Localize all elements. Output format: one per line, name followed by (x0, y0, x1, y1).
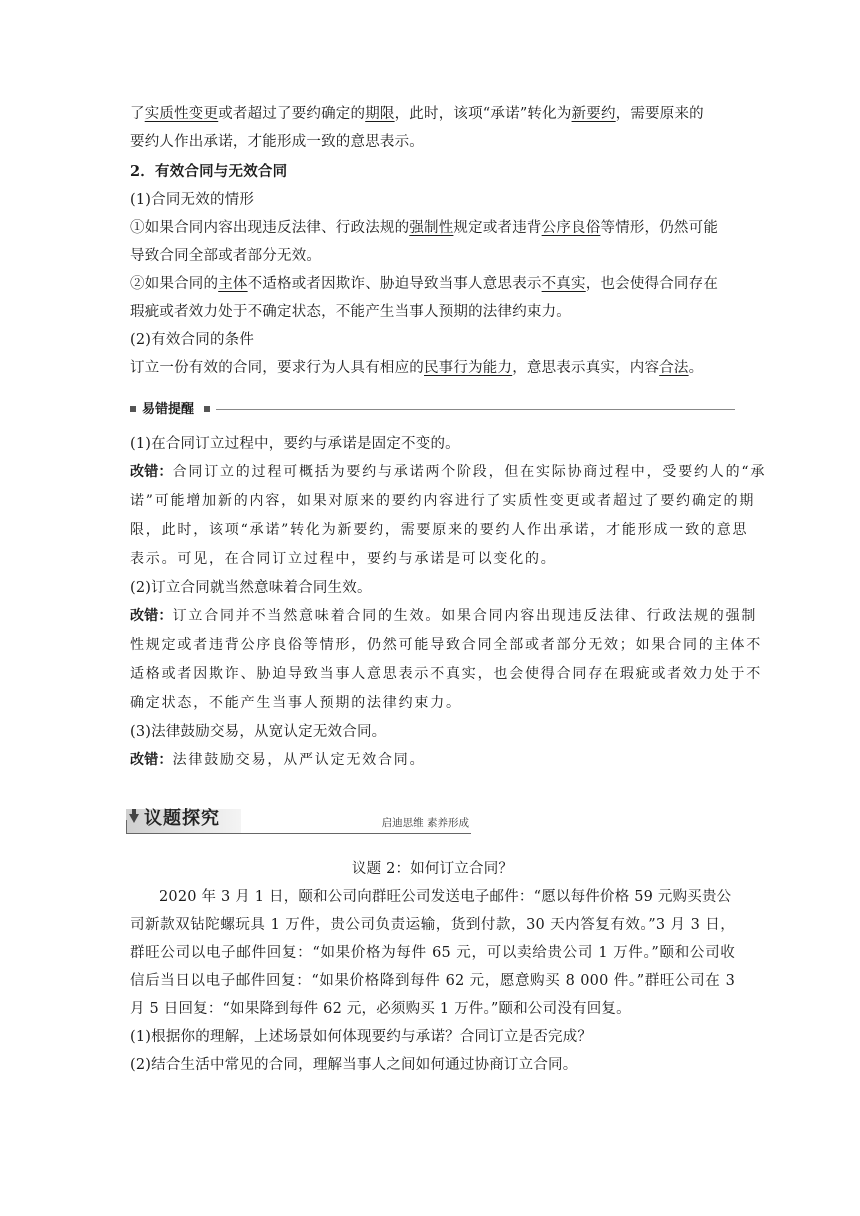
correction-line (130, 746, 735, 775)
text-line: 导致合同全部或者部分无效。 (130, 248, 322, 264)
text-run: 规定或者违背 (453, 220, 542, 236)
topic-section (130, 855, 735, 1079)
text-line: 要约人作出承诺，才能形成一致的意思表示。 (130, 134, 424, 150)
divider (216, 409, 735, 410)
text-line: 信后当日以电子邮件回复：“如果价格降到每件 62 元，愿意购买 8 000 件。”群旺公司在 3 (130, 973, 735, 989)
blank-answer: 实质性变更 (144, 106, 219, 122)
blank-answer: 不真实 (541, 276, 586, 292)
blank-answer: 主体 (218, 276, 248, 292)
text-line (130, 100, 735, 128)
blank-answer: 公序良俗 (541, 220, 601, 236)
text-line: 瑕疵或者效力处于不确定状态，不能产生当事人预期的法律约束力。 (130, 304, 571, 320)
correction-line (130, 602, 758, 631)
banner-subtitle: 启迪思维 素养形成 (381, 817, 469, 829)
intro-paragraph (130, 100, 735, 156)
text-run: ，需要原来的 (615, 106, 704, 122)
divider (126, 833, 471, 834)
topic-title: 议题 2：如何订立合同？ (351, 861, 514, 877)
section-banner (126, 806, 471, 834)
correction-line: 确定状态，不能产生当事人预期的法律约束力。 (130, 695, 462, 711)
misconception-statement: (2)订立合同就当然意味着合同生效。 (130, 580, 372, 596)
text-run: 或者超过了要约确定的 (218, 106, 366, 122)
misconception-statement: (3)法律鼓励交易，从宽认定无效合同。 (130, 724, 387, 740)
correction-line (130, 458, 767, 487)
error-tip-content (130, 430, 767, 775)
text-run: ，也会使得合同存在 (585, 276, 719, 292)
text-run: ，此时，该项“承诺”转化为 (394, 106, 572, 122)
subheading: (1)合同无效的情形 (130, 192, 255, 208)
text-run: 等情形，仍然可能 (600, 220, 719, 236)
blank-answer: 强制性 (409, 220, 454, 236)
text-line (130, 214, 735, 242)
text-run: 。 (688, 360, 704, 376)
blank-answer: 新要约 (571, 106, 616, 122)
correction-line: 性规定或者违背公序良俗等情形，仍然可能导致合同全部或者部分无效；如果合同的主体不 (130, 637, 762, 653)
blank-answer: 合法 (659, 360, 689, 376)
text-run: 不适格或者因欺诈、胁迫导致当事人意思表示 (247, 276, 542, 292)
text-line: 月 5 日回复：“如果降到每件 62 元，必须购买 1 万件。”颐和公司没有回复。 (130, 1001, 631, 1017)
text-line: 2020 年 3 月 1 日，颐和公司向群旺公司发送电子邮件：“愿以每件价格 59 元购买贵公 (159, 889, 732, 905)
correction-line: 适格或者因欺诈、胁迫导致当事人意思表示不真实，也会使得合同存在瑕疵或者效力处于不 (130, 666, 762, 682)
text-line (130, 354, 735, 382)
text-run: 合同订立的过程可概括为要约与承诺两个阶段，但在实际协商过程中，受要约人的“承 (172, 464, 767, 480)
square-bullet-icon (204, 406, 210, 412)
blank-answer: 民事行为能力 (424, 360, 513, 376)
text-line: 群旺公司以电子邮件回复：“如果价格为每件 65 元，可以卖给贵公司 1 万件。”颐和公司收 (130, 945, 735, 961)
banner-title: 议题探究 (144, 808, 220, 829)
correction-label: 改错： (130, 752, 173, 768)
misconception-statement: (1)在合同订立过程中，要约与承诺是固定不变的。 (130, 436, 460, 452)
correction-label: 改错： (130, 608, 173, 624)
section-heading: 2．有效合同与无效合同 (130, 163, 288, 180)
question: (2)结合生活中常见的合同，理解当事人之间如何通过协商订立合同。 (130, 1057, 578, 1073)
text-run: ②如果合同的 (130, 276, 219, 292)
question: (1)根据你的理解，上述场景如何体现要约与承诺？合同订立是否完成？ (130, 1029, 593, 1045)
text-run: 法律鼓励交易，从严认定无效合同。 (172, 752, 426, 768)
error-tip-title: 易错提醒 (142, 402, 195, 417)
subheading: (2)有效合同的条件 (130, 332, 255, 348)
error-tip-header (130, 400, 735, 420)
correction-label: 改错： (130, 464, 173, 480)
section-valid-invalid-contracts (130, 158, 735, 382)
correction-line: 限，此时，该项“承诺”转化为新要约，需要原来的要约人作出承诺，才能形成一致的意思 (130, 522, 749, 538)
correction-line: 表示。可见，在合同订立过程中，要约与承诺是可以变化的。 (130, 551, 557, 567)
text-line: 司新款双钻陀螺玩具 1 万件，贵公司负责运输，货到付款，30 天内答复有效。”3 月 3 日， (130, 917, 735, 933)
text-line (130, 270, 735, 298)
blank-answer: 期限 (365, 106, 395, 122)
text-run: 订立合同并不当然意味着合同的生效。如果合同内容出现违反法律、行政法规的强制 (172, 608, 758, 624)
down-arrow-icon (129, 814, 139, 823)
square-bullet-icon (130, 406, 136, 412)
text-run: ，意思表示真实，内容 (512, 360, 660, 376)
text-run: 订立一份有效的合同，要求行为人具有相应的 (130, 360, 424, 376)
text-run: 了 (130, 106, 145, 122)
banner-edge (126, 820, 127, 834)
correction-line: 诺”可能增加新的内容，如果对原来的要约内容进行了实质性变更或者超过了要约确定的期 (130, 493, 756, 509)
text-run: ①如果合同内容出现违反法律、行政法规的 (130, 220, 410, 236)
